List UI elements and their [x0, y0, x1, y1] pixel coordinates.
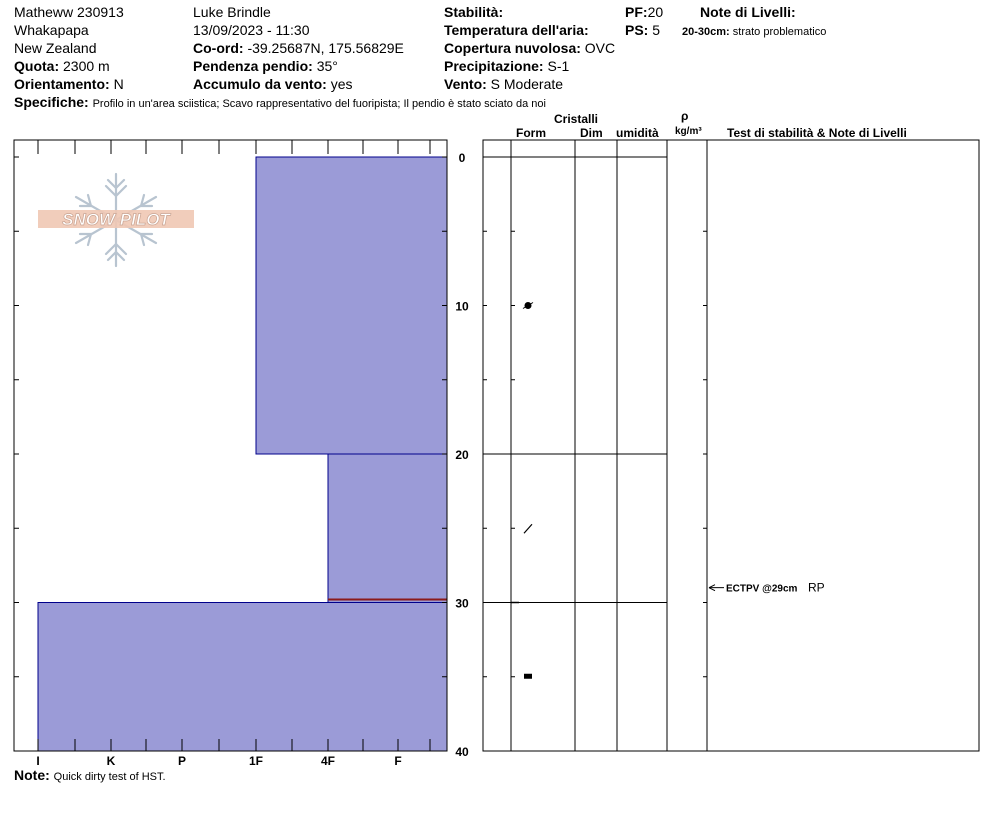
note-label: Note: — [14, 767, 50, 783]
pf-value: 20 — [647, 4, 664, 20]
specifics-label: Specifiche: — [14, 94, 89, 110]
ps-label: PS: — [625, 22, 649, 38]
elevation-label: Quota: — [14, 58, 60, 74]
hardness-tick-label: 1F — [248, 754, 264, 768]
note-text: Quick dirty test of HST. — [53, 771, 166, 783]
ps-value: 5 — [652, 22, 661, 38]
pf-label: PF: — [625, 4, 648, 20]
coords-label: Co-ord: — [193, 40, 244, 56]
depth-tick-label: 20 — [455, 448, 469, 462]
country-name: New Zealand — [14, 40, 97, 56]
hardness-tick-label: I — [36, 754, 40, 768]
size-header: Dim — [580, 126, 603, 140]
crystals-table-frame — [483, 140, 979, 751]
hardness-tick-label: K — [106, 754, 116, 768]
moisture-header: umidità — [616, 126, 659, 140]
footer-note — [14, 767, 166, 785]
wind-label: Vento: — [444, 76, 487, 92]
tests-notes-header: Test di stabilità & Note di Livelli — [727, 126, 907, 140]
depth-tick-label: 10 — [455, 299, 469, 314]
air-temp-label: Temperatura dell'aria: — [444, 22, 589, 38]
coords-value: -39.25687N, 175.56829E — [247, 40, 404, 56]
form-header: Form — [516, 126, 546, 140]
observation-datetime: 13/09/2023 - 11:30 — [193, 22, 310, 38]
rho-header: ρ — [681, 109, 689, 123]
aspect-label: Orientamento: — [14, 76, 110, 92]
depth-tick-label: 30 — [455, 596, 469, 611]
layer-notes-range: 20-30cm: — [682, 26, 730, 38]
stability-label: Stabilità: — [444, 4, 504, 20]
location-name: Whakapapa — [14, 22, 89, 38]
test-result: RP — [808, 580, 825, 595]
wind-loading-value: yes — [330, 76, 353, 92]
depth-tick-label: 40 — [455, 745, 469, 759]
specifics-text: Profilo in un'area sciistica; Scavo rappresentativo del fuoripista; Il pendio è stato sciato da noi — [92, 98, 546, 110]
hardness-tick-label: F — [394, 754, 402, 768]
layer-notes-label: Note di Livelli: — [700, 4, 796, 20]
density-unit-header: kg/m³ — [675, 126, 702, 137]
layer-notes-text: strato problematico — [732, 26, 827, 38]
precip-value: S-1 — [547, 58, 570, 74]
slope-label: Pendenza pendio: — [193, 58, 313, 74]
hardness-layer-bar — [38, 603, 447, 752]
hardness-layer-bar — [256, 157, 447, 454]
wind-value: S Moderate — [490, 76, 564, 92]
wind-loading-label: Accumulo da vento: — [193, 76, 327, 92]
hardness-tick-label: 4F — [320, 754, 336, 768]
decomposing-fragments-icon — [524, 524, 532, 533]
depth-tick-label: 0 — [458, 151, 466, 165]
hardness-tick-label: P — [177, 754, 187, 768]
ice-formation-icon — [524, 674, 532, 679]
author-name: Luke Brindle — [193, 4, 271, 20]
cloud-value: OVC — [584, 40, 616, 56]
hardness-layer-bar — [328, 454, 447, 603]
cloud-label: Copertura nuvolosa: — [444, 40, 581, 56]
elevation-value: 2300 m — [63, 58, 110, 74]
precip-label: Precipitazione: — [444, 58, 544, 74]
test-label: ECTPV @29cm — [726, 583, 798, 595]
observer-name: Matheww 230913 — [14, 4, 124, 20]
crystals-header: Cristalli — [554, 112, 599, 126]
aspect-value: N — [113, 76, 124, 92]
logo-text: SNOW PILOT — [62, 210, 170, 229]
slope-value: 35° — [316, 58, 338, 74]
